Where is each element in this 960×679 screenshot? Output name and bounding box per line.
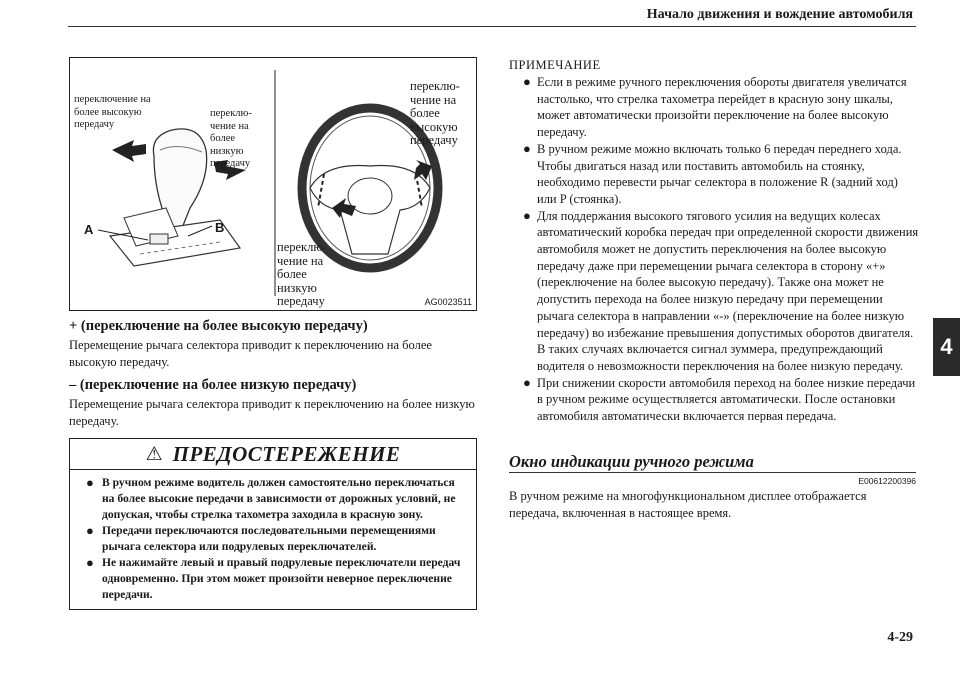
note-list: [509, 74, 919, 425]
warning-item-text: Передачи переключаются последовательными перемещениями рычага селектора или подрулевых переключателей.: [102, 524, 436, 553]
bullet-icon: ●: [523, 207, 531, 223]
note-item: [509, 375, 919, 425]
warning-item: [86, 555, 466, 603]
chapter-tab: 4: [933, 318, 960, 376]
running-header: Начало движения и вождение автомобиля: [646, 7, 913, 22]
warning-header: [70, 439, 476, 470]
header-rule: [68, 26, 916, 27]
label-downshift-wheel: переклю-чение на более низкую передачу: [277, 240, 327, 308]
bullet-icon: ●: [523, 140, 531, 156]
bullet-icon: ●: [523, 74, 531, 89]
warning-item-text: Не нажимайте левый и правый подрулевые переключатели передач одновременно. При этом может произойти неверное переключение передачи.: [102, 556, 461, 601]
indicator-heading-rule: [509, 472, 916, 473]
note-item-text: В ручном режиме можно включать только 6 передач переднего хода. Чтобы двигаться назад или поставить автомобиль на стоянку, необходимо перевести рычаг селектора в положение R (задний ход) или P (стоянка).: [537, 141, 902, 206]
warning-item: [86, 475, 466, 523]
note-item: [509, 208, 919, 375]
page-number: 4-29: [887, 630, 913, 645]
warning-item: [86, 523, 466, 555]
bullet-icon: ●: [86, 523, 94, 538]
label-letter-a: A: [84, 222, 94, 237]
indicator-body: В ручном режиме на многофункциональном дисплее отображается передача, включенная в настоящее время.: [509, 489, 867, 520]
shift-illustration: [69, 57, 477, 311]
note-title: ПРИМЕЧАНИЕ: [509, 58, 601, 72]
warning-item-text: В ручном режиме водитель должен самостоятельно переключаться на более высокие передачи в зависимости от дорожных условий, не допуская, чтобы стрелка тахометра заходила в красную зону.: [102, 476, 456, 521]
plus-body: Перемещение рычага селектора приводит к переключению на более высокую передачу.: [69, 338, 432, 369]
indicator-code: E00612200396: [858, 476, 916, 486]
minus-body: Перемещение рычага селектора приводит к переключению на более низкую передачу.: [69, 397, 475, 428]
warning-triangle-icon: ⚠: [145, 443, 163, 465]
warning-box: [69, 438, 477, 610]
plus-heading: + (переключение на более высокую передачу): [69, 318, 368, 334]
warning-title: ПРЕДОСТЕРЕЖЕНИЕ: [172, 441, 401, 466]
bullet-icon: ●: [86, 475, 94, 490]
minus-heading: – (переключение на более низкую передачу): [69, 377, 357, 393]
note-item-text: При снижении скорости автомобиля переход на более низкие передачи в ручном режиме осуществляется автоматически. После остановки автомобиля автоматически включается первая передача.: [537, 375, 916, 424]
label-downshift-lever: переклю-чение на более низкую передачу: [210, 108, 252, 169]
note-item: [509, 141, 919, 208]
note-item-text: Для поддержания высокого тягового усилия на ведущих колесах автоматический коробка передач при определенной скорости движения автомобиля может не допустить переключения на более высокую передачу даже при перемещении рычага селектора в сторону «+» (переключение на более высокую передачу). Также она может не допустить перехода на более низкую передачу при перемещении рычага селектора в направлении «-» (переключение на более низкую передачу) во избежание превышения допустимых оборотов двигателя. В таких случаях включается сигнал зуммера, предупреждающий водителя о невозможности переключения на более низкую передачу.: [537, 208, 919, 373]
label-letter-b: B: [215, 220, 225, 235]
bullet-icon: ●: [523, 374, 531, 390]
note-item: [509, 74, 919, 141]
warning-list: [70, 470, 476, 603]
label-upshift-wheel: переклю-чение на более высокую передачу: [410, 79, 460, 147]
label-upshift-lever: переключение на более высокую передачу: [74, 94, 151, 130]
figure-code: AG0023511: [424, 297, 472, 307]
note-item-text: Если в режиме ручного переключения обороты двигателя увеличатся настолько, что стрелка тахометра перейдет в красную зону шкалы, может автоматически произойти переключение на более высокую передачу.: [537, 75, 907, 140]
indicator-heading: Окно индикации ручного режима: [509, 452, 754, 471]
bullet-icon: ●: [86, 555, 94, 570]
